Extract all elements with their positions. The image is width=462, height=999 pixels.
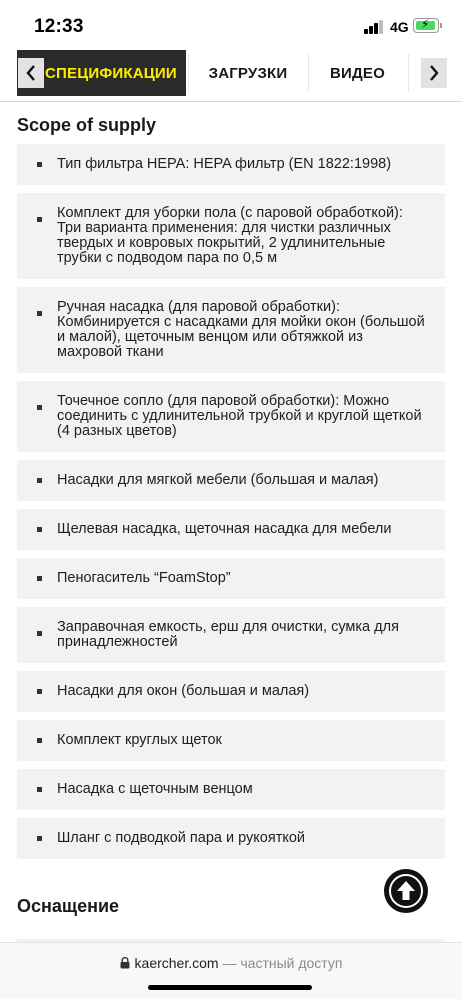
scope-of-supply-title: Scope of supply <box>17 115 157 135</box>
chevron-left-icon <box>25 65 37 81</box>
scroll-left-button[interactable] <box>18 58 44 88</box>
list-item: Точечное сопло (для паровой обработки): Можно соединить с удлинительной трубкой и круглой щеткой (4 разных цветов) <box>17 381 445 452</box>
status-bar <box>0 0 462 50</box>
list-item: Насадки для окон (большая и малая) <box>17 671 445 712</box>
battery-cap <box>440 23 442 28</box>
tabs-bar <box>0 50 462 102</box>
tab-specifications[interactable]: СПЕЦИФИКАЦИИ <box>17 50 186 96</box>
url-text <box>0 955 462 971</box>
list-item: Щелевая насадка, щеточная насадка для мебели <box>17 509 445 550</box>
tab-downloads[interactable]: ЗАГРУЗКИ <box>190 50 306 96</box>
tab-video[interactable]: ВИДЕО <box>310 50 405 96</box>
home-indicator[interactable] <box>148 985 312 990</box>
url-domain: kaercher.com <box>134 955 219 971</box>
url-private-note: — частный доступ <box>218 955 343 971</box>
tab-divider <box>308 54 309 92</box>
scroll-to-top-button[interactable] <box>384 869 428 913</box>
scope-of-supply-list <box>17 144 445 867</box>
equipment-title: Оснащение <box>17 896 120 916</box>
list-item: Заправочная емкость, ерш для очистки, сумка для принадлежностей <box>17 607 445 663</box>
arrow-up-icon <box>396 880 416 902</box>
tab-divider <box>408 54 409 92</box>
list-item: Тип фильтра HEPA: HEPA фильтр (EN 1822:1998) <box>17 144 445 185</box>
list-item: Комплект для уборки пола (с паровой обработкой): Три варианта применения: для чистки различных твердых и ковровых покрытий, 2 удлинительные трубки с подводом пара по 0,5 м <box>17 193 445 279</box>
list-item: Пеногаситель “FoamStop” <box>17 558 445 599</box>
tab-divider <box>188 54 189 92</box>
network-type: 4G <box>390 19 409 35</box>
list-item: Шланг с подводкой пара и рукояткой <box>17 818 445 859</box>
signal-icon <box>364 20 386 34</box>
list-item: Насадки для мягкой мебели (большая и малая) <box>17 460 445 501</box>
battery-charging-icon: ⚡ <box>413 18 439 33</box>
status-time: 12:33 <box>34 16 84 37</box>
chevron-right-icon <box>428 65 440 81</box>
list-item: Ручная насадка (для паровой обработки): Комбинируется с насадками для мойки окон (большой и малой), щеточным венцом или обтяжкой из махровой ткани <box>17 287 445 373</box>
list-item: Комплект круглых щеток <box>17 720 445 761</box>
lock-icon <box>120 957 130 969</box>
list-item: Насадка с щеточным венцом <box>17 769 445 810</box>
browser-url-bar[interactable] <box>0 942 462 999</box>
scroll-right-button[interactable] <box>421 58 447 88</box>
